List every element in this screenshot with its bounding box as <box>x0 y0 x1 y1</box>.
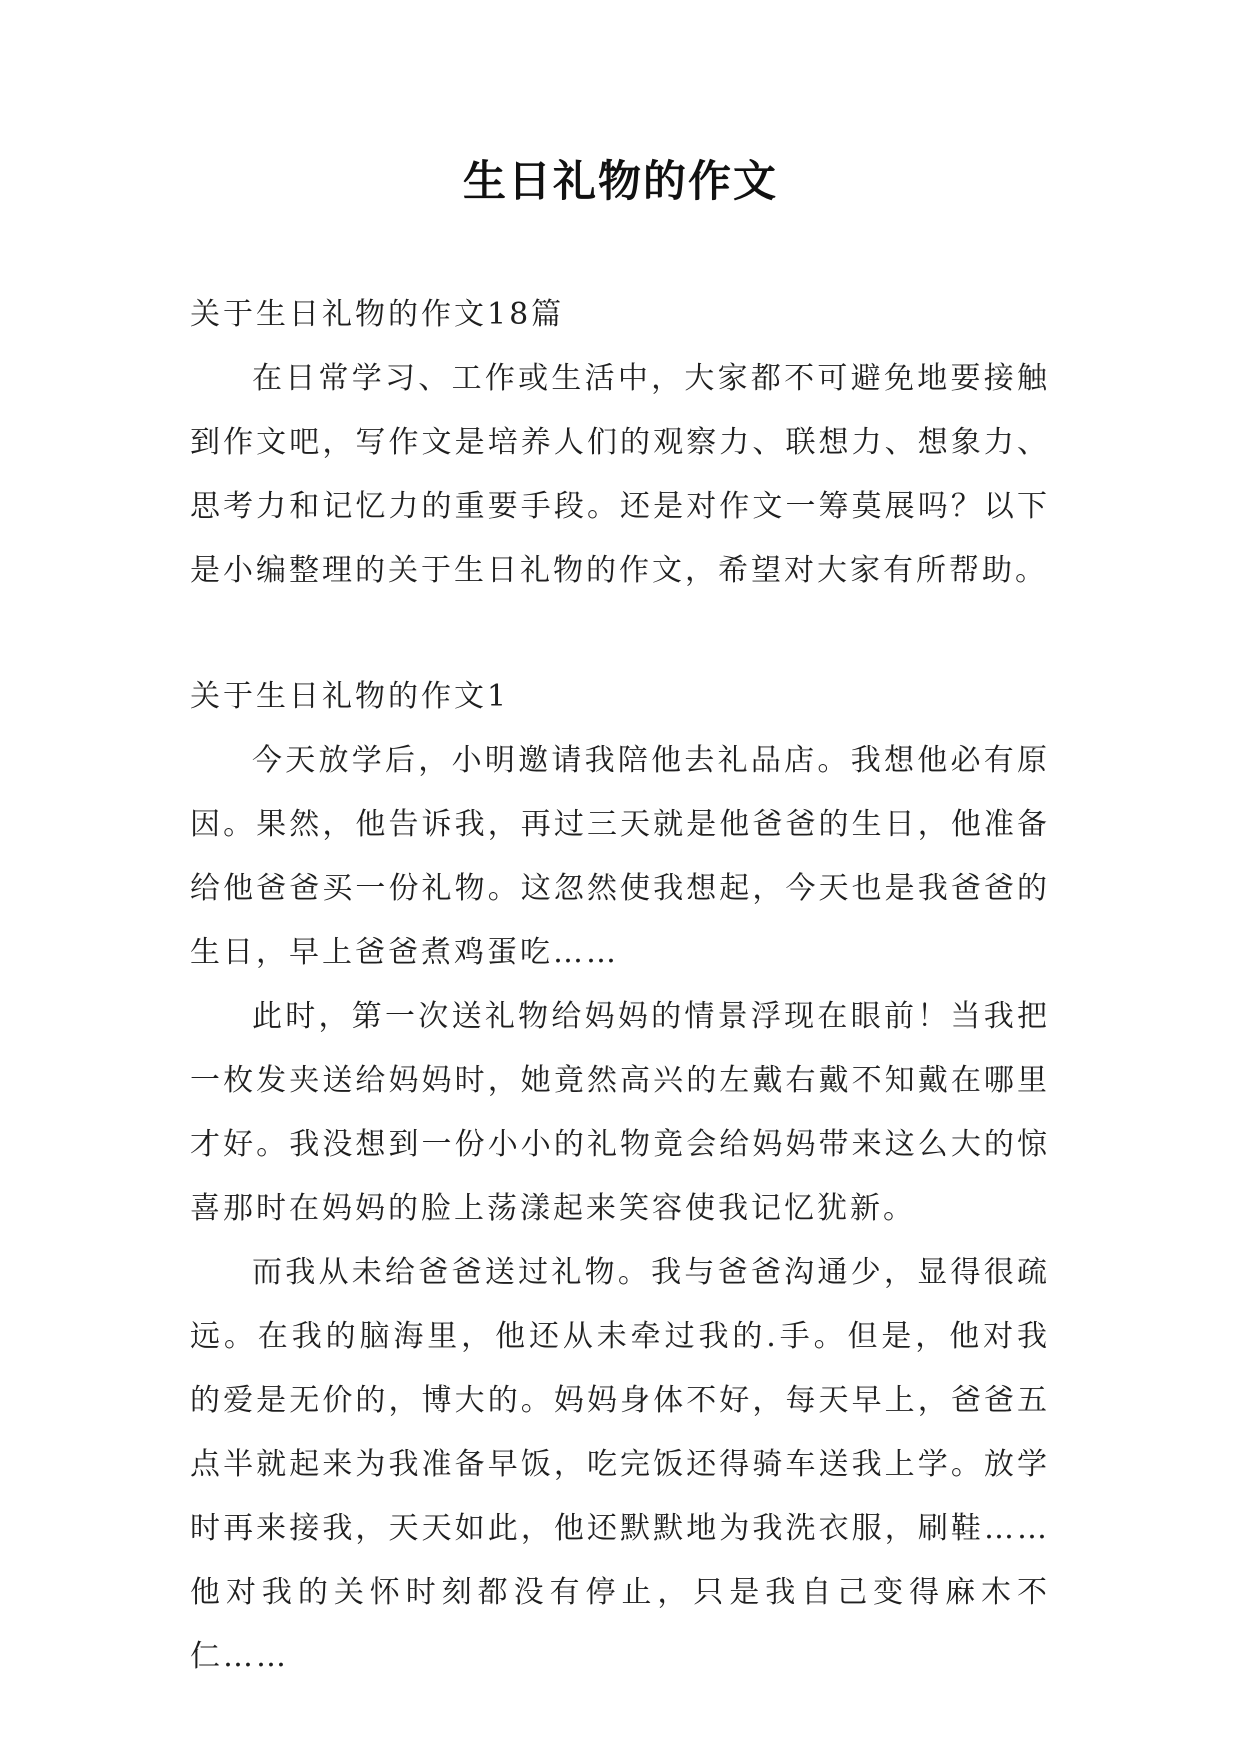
section-spacer <box>190 603 1050 665</box>
document-title: 生日礼物的作文 <box>463 157 778 207</box>
body-paragraph: 而我从未给爸爸送过礼物。我与爸爸沟通少，显得很疏远。在我的脑海里，他还从未牵过我的.手。但是，他对我的爱是无价的，博大的。妈妈身体不好，每天早上，爸爸五点半就起来为我准备早饭，吃完饭还得骑车送我上学。放学时再来接我，天天如此，他还默默地为我洗衣服，刷鞋……他对我的关怀时刻都没有停止，只是我自己变得麻木不仁…… <box>190 1255 1050 1674</box>
intro-paragraph: 在日常学习、工作或生活中，大家都不可避免地要接触到作文吧，写作文是培养人们的观察力、联想力、想象力、思考力和记忆力的重要手段。还是对作文一筹莫展吗？以下是小编整理的关于生日礼物的作文，希望对大家有所帮助。 <box>190 361 1050 588</box>
document-body <box>190 283 1050 1689</box>
section-heading: 关于生日礼物的作文1 <box>190 679 510 714</box>
body-paragraph: 今天放学后，小明邀请我陪他去礼品店。我想他必有原因。果然，他告诉我，再过三天就是他爸爸的生日，他准备给他爸爸买一份礼物。这忽然使我想起，今天也是我爸爸的生日，早上爸爸煮鸡蛋吃…… <box>190 743 1050 970</box>
intro-heading: 关于生日礼物的作文18篇 <box>190 297 565 332</box>
body-paragraph: 此时，第一次送礼物给妈妈的情景浮现在眼前！当我把一枚发夹送给妈妈时，她竟然高兴的左戴右戴不知戴在哪里才好。我没想到一份小小的礼物竟会给妈妈带来这么大的惊喜那时在妈妈的脸上荡漾起来笑容使我记忆犹新。 <box>190 999 1050 1226</box>
